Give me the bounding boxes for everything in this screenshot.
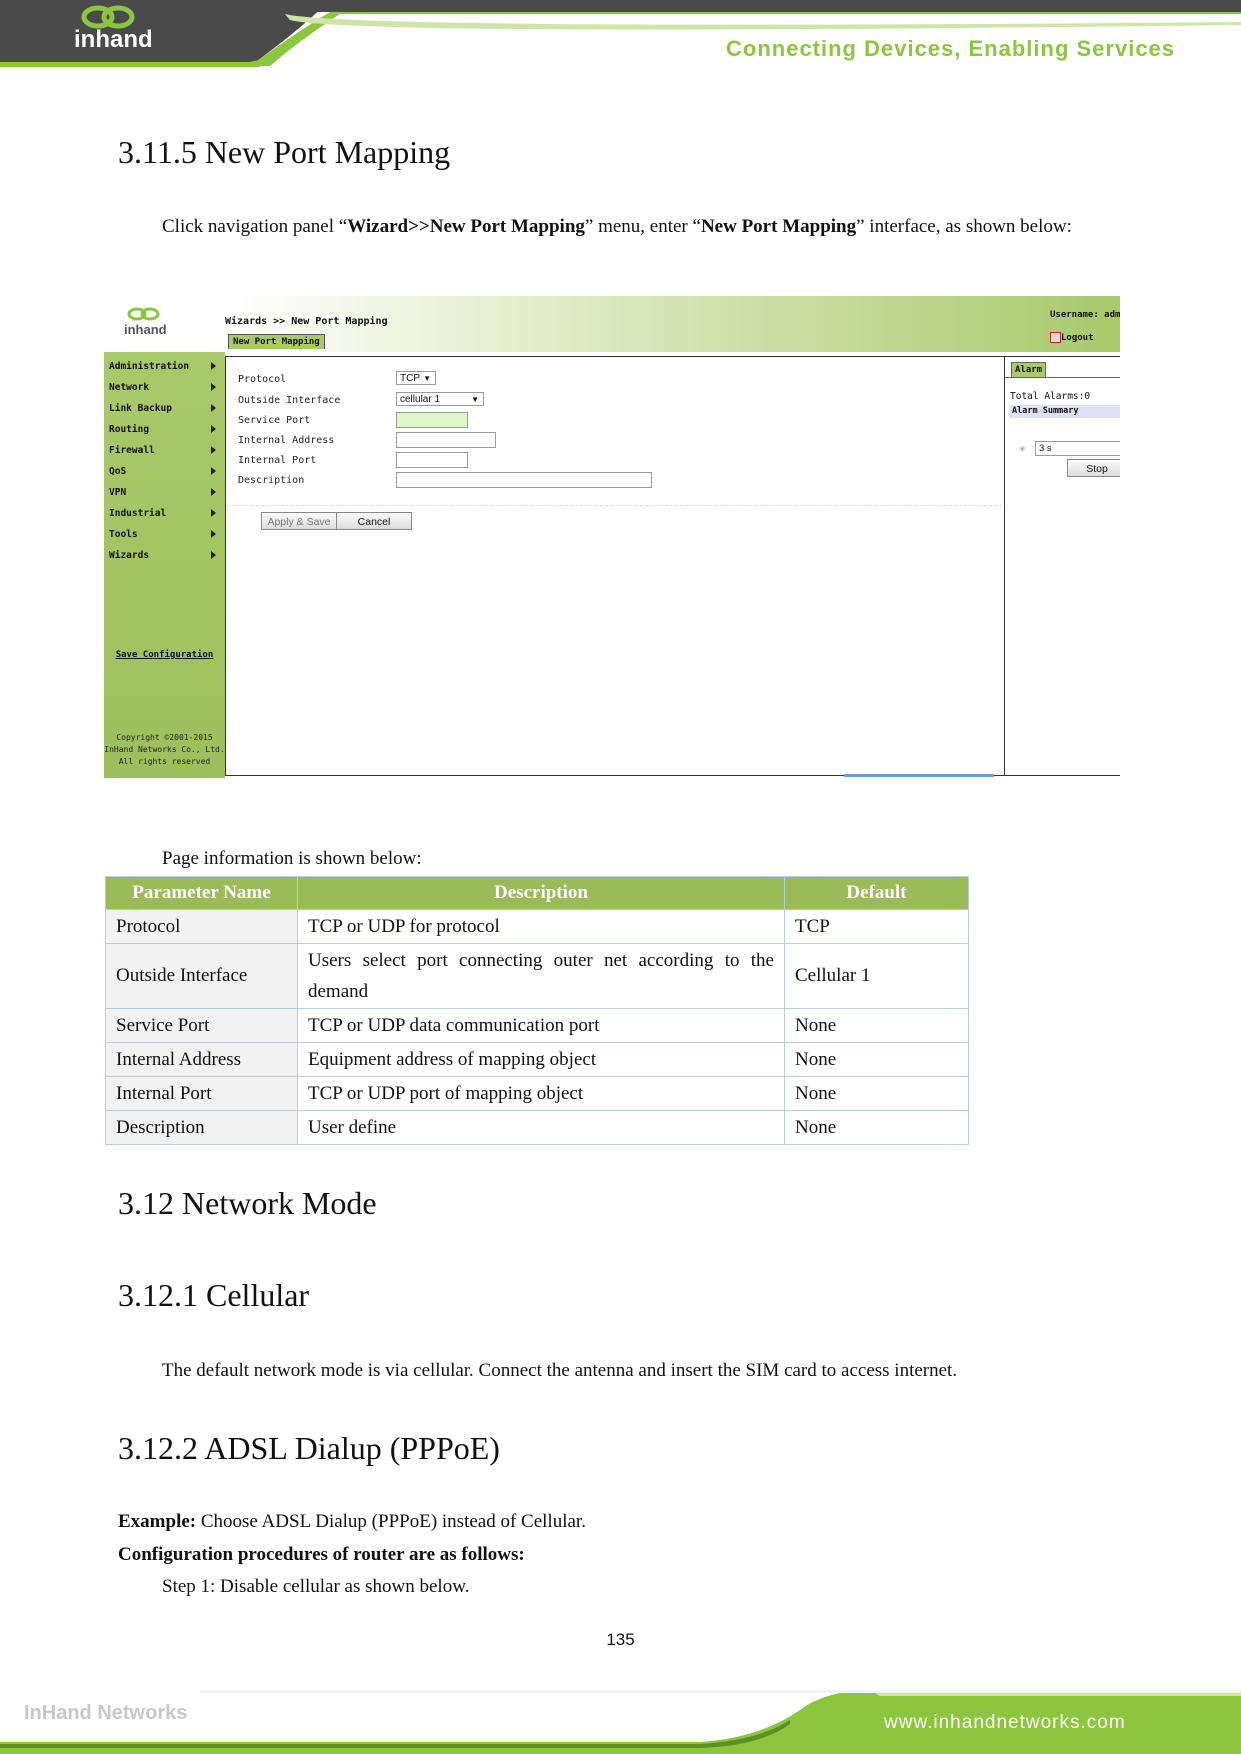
ss-save-configuration-link[interactable]: Save Configuration [115, 650, 214, 660]
header-tagline: Connecting Devices, Enabling Services [726, 36, 1176, 61]
ss-logo-text: inhand [124, 322, 167, 337]
table-cell: Users select port connecting outer net according to the demand [298, 944, 785, 1009]
ss-total-alarms: Total Alarms:0 [1010, 391, 1091, 402]
section-title-3-11-5: 3.11.5 New Port Mapping [118, 134, 451, 170]
table-cell: Internal Address [106, 1043, 298, 1077]
ss-cancel-button[interactable]: Cancel [336, 512, 412, 530]
ss-protocol-select[interactable] [396, 371, 436, 385]
config-heading-text: Configuration procedures of router are as follows: [118, 1544, 525, 1565]
table-cell: Internal Port [106, 1077, 298, 1111]
chevron-right-icon [211, 446, 216, 454]
table-cell: None [785, 1043, 969, 1077]
ss-service-port-input[interactable] [396, 412, 468, 428]
ss-copyright-line: Copyright ©2001-2015 [116, 733, 213, 742]
loading-spinner-icon: ✳ [1019, 442, 1026, 455]
ss-bottom-scroll-indicator [844, 774, 994, 777]
chevron-right-icon [211, 383, 216, 391]
intro-text-3: ” interface, as shown below: [856, 216, 1072, 237]
ss-nav-label: Administration [109, 361, 190, 372]
intro-bold-1: Wizard>>New Port Mapping [347, 216, 585, 237]
page-info-text: Page information is shown below: [162, 848, 422, 869]
ss-outside-interface-value: cellular 1 [400, 394, 441, 405]
table-cell: Outside Interface [106, 944, 298, 1009]
ss-copyright-line: All rights reserved [118, 757, 211, 766]
chevron-right-icon [211, 551, 216, 559]
table-cell: Protocol [106, 910, 298, 944]
section-title-3-12-1: 3.12.1 Cellular [118, 1277, 310, 1313]
header-logo [72, 4, 153, 58]
table-cell: Description [106, 1111, 298, 1145]
ss-outside-interface-select[interactable] [396, 392, 484, 406]
ss-logout-link[interactable] [1050, 332, 1094, 343]
dropdown-arrow-icon: ▼ [471, 395, 479, 404]
table-cell: TCP or UDP port of mapping object [298, 1077, 785, 1111]
ss-username: Username: adm [1050, 310, 1120, 320]
table-row [106, 944, 969, 1009]
chevron-right-icon [211, 530, 216, 538]
ss-nav-label: Firewall [109, 445, 155, 456]
ss-form-divider [226, 505, 1007, 506]
footer-website: www.inhandnetworks.com [884, 1712, 1126, 1733]
example-paragraph [118, 1506, 586, 1538]
chevron-right-icon [211, 488, 216, 496]
ss-description-input[interactable] [396, 472, 652, 488]
ss-refresh-interval-input[interactable]: 3 s [1035, 441, 1120, 456]
ss-internal-address-input[interactable] [396, 432, 496, 448]
ss-copyright [104, 732, 225, 768]
step-1-text: Step 1: Disable cellular as shown below. [162, 1576, 470, 1597]
ss-nav-label: VPN [109, 487, 127, 498]
intro-text-2: ” menu, enter “ [584, 216, 701, 237]
table-cell: Equipment address of mapping object [298, 1043, 785, 1077]
ss-outside-interface-label: Outside Interface [238, 395, 341, 406]
ss-alarm-tab-rule [1005, 377, 1120, 378]
table-header: Parameter Name [106, 877, 298, 910]
ss-breadcrumb: Wizards >> New Port Mapping [225, 316, 388, 327]
chevron-right-icon [211, 425, 216, 433]
ss-nav-label: Industrial [109, 508, 167, 519]
parameter-table [105, 876, 969, 1145]
ss-tab-new-port-mapping[interactable]: New Port Mapping [228, 334, 325, 349]
ss-stop-button[interactable]: Stop [1067, 459, 1120, 477]
chevron-right-icon [211, 404, 216, 412]
example-label: Example: [118, 1511, 197, 1532]
ss-alarm-panel [1004, 356, 1120, 776]
table-row [106, 1111, 969, 1145]
ss-nav-label: Routing [109, 424, 150, 435]
ss-nav-label: Wizards [109, 550, 150, 561]
table-row [106, 1077, 969, 1111]
ss-alarm-summary: Alarm Summary [1009, 405, 1120, 418]
table-cell: TCP [785, 910, 969, 944]
ss-service-port-label: Service Port [238, 415, 311, 426]
table-row [106, 910, 969, 944]
chevron-right-icon [211, 362, 216, 370]
table-cell: User define [298, 1111, 785, 1145]
ss-logout-label: Logout [1061, 333, 1094, 343]
table-row [106, 1009, 969, 1043]
intro-text-1: Click navigation panel “ [162, 216, 348, 237]
ss-nav-label: QoS [109, 466, 127, 477]
table-cell: None [785, 1077, 969, 1111]
table-cell: TCP or UDP data communication port [298, 1009, 785, 1043]
dropdown-arrow-icon: ▼ [423, 374, 431, 383]
ss-description-label: Description [238, 475, 305, 486]
intro-bold-2: New Port Mapping [700, 216, 857, 237]
ss-internal-address-label: Internal Address [238, 435, 335, 446]
ss-nav-label: Link Backup [109, 403, 172, 414]
table-cell: None [785, 1111, 969, 1145]
table-header: Description [298, 877, 785, 910]
example-text: Choose ADSL Dialup (PPPoE) instead of Cellular. [196, 1511, 586, 1532]
page-number: 135 [606, 1630, 635, 1649]
footer-company: InHand Networks [24, 1702, 188, 1724]
logout-icon [1050, 332, 1061, 343]
table-row [106, 1043, 969, 1077]
table-cell: Cellular 1 [785, 944, 969, 1009]
table-header-row [106, 877, 969, 910]
ss-protocol-value: TCP [400, 373, 420, 384]
config-heading [118, 1539, 525, 1571]
ss-alarm-tab[interactable]: Alarm [1011, 362, 1046, 378]
table-cell: TCP or UDP for protocol [298, 910, 785, 944]
ss-apply-save-button[interactable]: Apply & Save [261, 512, 337, 530]
chevron-right-icon [211, 509, 216, 517]
ss-protocol-label: Protocol [238, 374, 287, 385]
ss-form-panel [225, 356, 1008, 776]
ss-nav-label: Network [109, 382, 150, 393]
intro-paragraph [118, 211, 1122, 243]
table-header: Default [785, 877, 969, 910]
section-title-3-12-2: 3.12.2 ADSL Dialup (PPPoE) [118, 1430, 500, 1466]
ss-nav-label: Tools [109, 529, 138, 540]
ss-copyright-line: InHand Networks Co., Ltd. [104, 745, 225, 754]
section-title-3-12: 3.12 Network Mode [118, 1185, 377, 1221]
header-logo-text: inhand [74, 26, 153, 53]
ss-internal-port-input[interactable] [396, 452, 468, 468]
ss-internal-port-label: Internal Port [238, 455, 317, 466]
ss-logo-icon [124, 306, 164, 322]
table-cell: Service Port [106, 1009, 298, 1043]
embedded-ui-screenshot [104, 296, 1120, 778]
chevron-right-icon [211, 467, 216, 475]
table-cell: None [785, 1009, 969, 1043]
cellular-paragraph: The default network mode is via cellular. Connect the antenna and insert the SIM card to access internet. [162, 1360, 958, 1381]
